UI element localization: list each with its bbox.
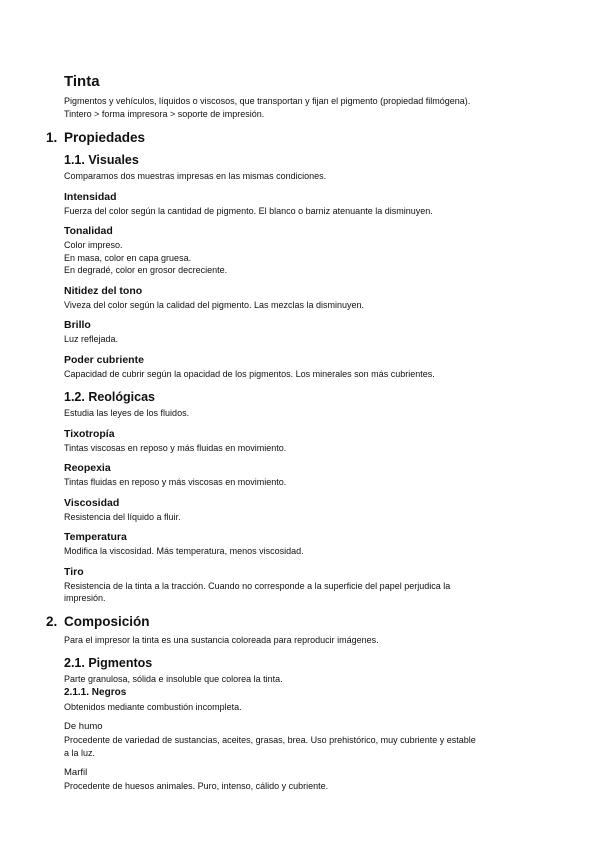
term-heading: Poder cubriente: [64, 353, 144, 366]
term-description: En masa, color en capa gruesa.: [64, 252, 192, 263]
section-description: Para el impresor la tinta es una sustancia coloreada para reproducir imágenes.: [64, 634, 379, 645]
term-heading: Tonalidad: [64, 225, 113, 237]
section-number: 2.: [46, 613, 58, 629]
intro-line: Pigmentos y vehículos, líquidos o viscosos, que transportan y fijan el pigmento (propiedad filmógena).: [64, 96, 471, 106]
term-description: En degradé, color en grosor decreciente.: [64, 265, 228, 275]
subsection-description: Parte granulosa, sólida e insoluble que colorea la tinta.: [64, 674, 283, 684]
term-description: Tintas viscosas en reposo y más fluidas en movimiento.: [64, 442, 287, 453]
section-title: Propiedades: [64, 130, 146, 145]
term-heading: Intensidad: [64, 190, 117, 203]
term-heading: Viscosidad: [64, 496, 120, 509]
item-description: Procedente de variedad de sustancias, aceites, grasas, brea. Uso prehistórico, muy cubriente y estable: [64, 735, 476, 745]
term-description: Viveza del color según la calidad del pigmento. Las mezclas la disminuyen.: [64, 299, 365, 310]
subsection-heading-reologicas: 1.2. Reológicas: [64, 390, 156, 404]
term-heading: Temperatura: [64, 531, 127, 543]
subsection-heading-pigmentos: 2.1. Pigmentos: [64, 656, 153, 670]
subsubsection-description: Obtenidos mediante combustión incompleta.: [64, 701, 242, 712]
term-heading: Nitidez del tono: [64, 284, 143, 297]
subsection-heading-visuales: 1.1. Visuales: [64, 153, 139, 167]
term-heading: Tiro: [64, 565, 84, 578]
subsection-description: Comparamos dos muestras impresas en las mismas condiciones.: [64, 171, 327, 181]
term-description: Capacidad de cubrir según la opacidad de los pigmentos. Los minerales son más cubrientes.: [64, 368, 435, 379]
term-description: Tintas fluidas en reposo y más viscosas en movimiento.: [64, 477, 287, 487]
term-description: Modifica la viscosidad. Más temperatura, menos viscosidad.: [64, 546, 304, 556]
section-number: 1.: [46, 130, 58, 145]
section-title: Composición: [64, 613, 150, 629]
section-heading-propiedades: [46, 130, 544, 146]
subsubsection-heading-negros: 2.1.1. Negros: [64, 686, 127, 698]
term-heading: Reopexia: [64, 462, 111, 474]
item-label: De humo: [64, 721, 103, 732]
item-description: Procedente de huesos animales. Puro, intenso, cálido y cubriente.: [64, 781, 329, 791]
term-description: Color impreso.: [64, 240, 123, 250]
intro-line: Tintero > forma impresora > soporte de impresión.: [64, 108, 265, 119]
item-description: a la luz.: [64, 747, 96, 758]
document-content: [46, 73, 544, 793]
term-description: Fuerza del color según la cantidad de pigmento. El blanco o barniz atenuante la disminuyen.: [64, 205, 433, 216]
term-heading: Tixotropía: [64, 427, 115, 440]
term-description: Resistencia del líquido a fluir.: [64, 511, 181, 522]
term-description: Luz reflejada.: [64, 334, 119, 344]
item-label: Marfil: [64, 767, 88, 778]
term-description: impresión.: [64, 593, 106, 603]
term-description: Resistencia de la tinta a la tracción. Cuando no corresponde a la superficie del papel perjudica la: [64, 580, 451, 591]
section-heading-composicion: [46, 614, 544, 630]
document-title: Tinta: [64, 73, 100, 90]
subsection-description: Estudia las leyes de los fluidos.: [64, 408, 190, 418]
term-heading: Brillo: [64, 319, 91, 331]
